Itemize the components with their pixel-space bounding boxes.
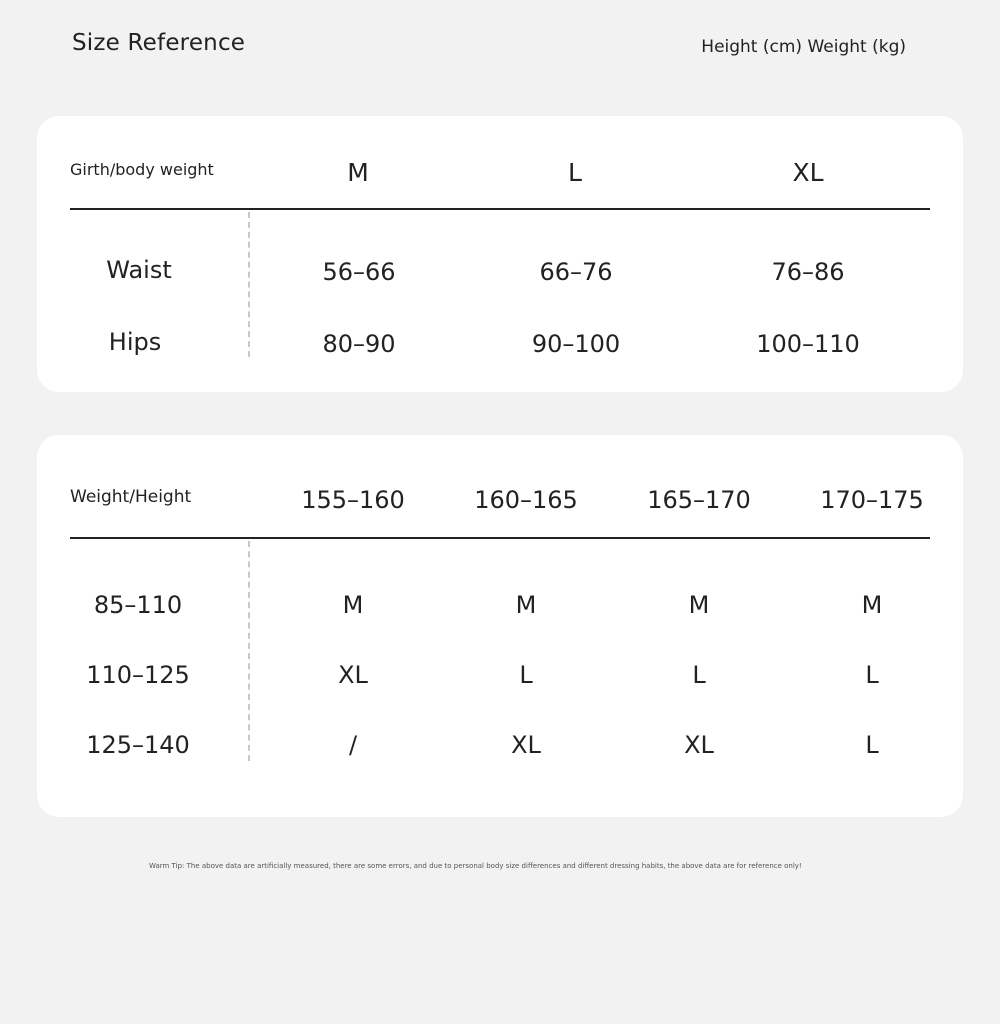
weight-col-header-165-170: 165–170: [647, 486, 751, 514]
weight-110-125-170-175: L: [865, 661, 879, 689]
weight-header-divider: [70, 537, 930, 539]
units-label: Height (cm) Weight (kg): [701, 37, 906, 57]
girth-row-label-waist: Waist: [106, 256, 172, 284]
weight-height-size-table: [37, 435, 963, 817]
girth-size-table: [37, 116, 963, 392]
weight-85-110-165-170: M: [688, 591, 710, 619]
girth-waist-m: 56–66: [322, 258, 396, 286]
weight-row-label-85-110: 85–110: [93, 591, 183, 619]
page-title: Size Reference: [72, 30, 246, 56]
weight-110-125-160-165: L: [519, 661, 533, 689]
girth-waist-l: 66–76: [539, 258, 613, 286]
weight-row-label-110-125: 110–125: [86, 661, 190, 689]
weight-125-140-165-170: XL: [684, 731, 714, 759]
girth-corner-label: Girth/body weight: [70, 160, 214, 179]
weight-column-divider: [248, 541, 250, 761]
girth-header-divider: [70, 208, 930, 210]
weight-col-header-155-160: 155–160: [301, 486, 405, 514]
girth-col-header-m: M: [347, 158, 369, 187]
weight-col-header-160-165: 160–165: [474, 486, 578, 514]
weight-125-140-160-165: XL: [511, 731, 541, 759]
weight-125-140-155-160: /: [348, 731, 358, 759]
weight-col-header-170-175: 170–175: [820, 486, 924, 514]
weight-85-110-155-160: M: [342, 591, 364, 619]
warm-tip-note: Warm Tip: The above data are artificially measured, there are some errors, and due to personal body size differences and different dressing habits, the above data are for reference only!: [149, 862, 802, 870]
weight-85-110-160-165: M: [515, 591, 537, 619]
weight-85-110-170-175: M: [861, 591, 883, 619]
girth-hips-xl: 100–110: [756, 330, 860, 358]
weight-110-125-155-160: XL: [338, 661, 368, 689]
girth-hips-m: 80–90: [322, 330, 396, 358]
girth-col-header-l: L: [568, 158, 582, 187]
weight-110-125-165-170: L: [692, 661, 706, 689]
girth-row-label-hips: Hips: [108, 328, 162, 356]
weight-row-label-125-140: 125–140: [86, 731, 190, 759]
weight-125-140-170-175: L: [865, 731, 879, 759]
girth-hips-l: 90–100: [531, 330, 621, 358]
weight-corner-label: Weight/Height: [70, 487, 192, 507]
girth-column-divider: [248, 212, 250, 357]
girth-waist-xl: 76–86: [771, 258, 845, 286]
girth-col-header-xl: XL: [792, 158, 824, 187]
